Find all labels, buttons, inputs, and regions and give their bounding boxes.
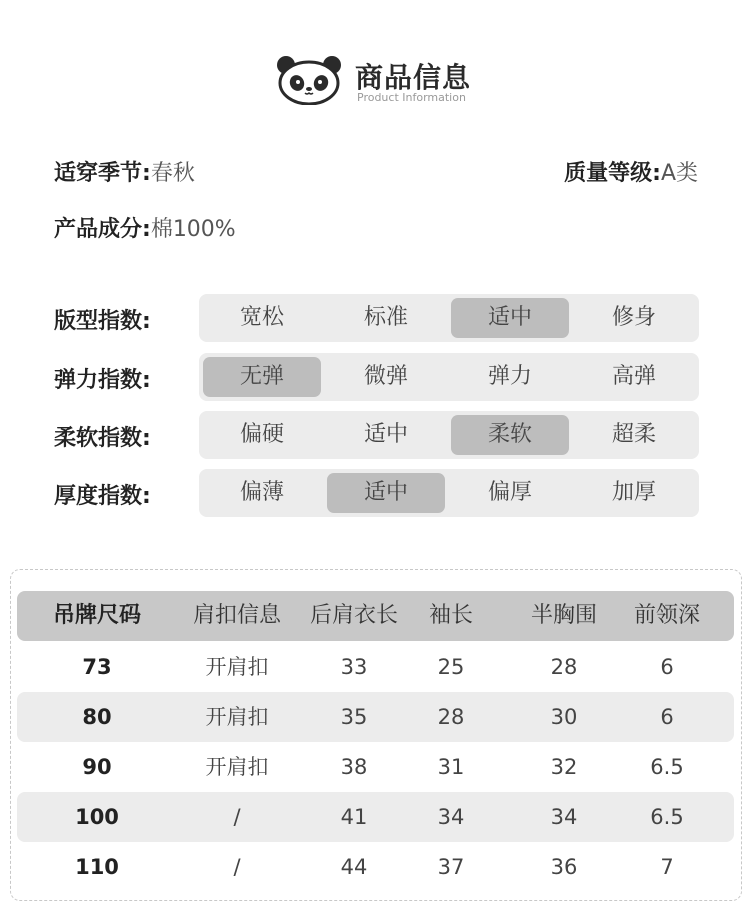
table-row bbox=[17, 792, 734, 842]
table-row bbox=[17, 642, 734, 692]
thickness-index-label: 厚度指数: bbox=[54, 484, 151, 509]
size-table-header bbox=[17, 591, 734, 641]
table-cell: / bbox=[233, 855, 241, 879]
table-cell: 7 bbox=[660, 855, 674, 879]
table-cell: 110 bbox=[75, 855, 119, 879]
table-row bbox=[17, 842, 734, 892]
table-cell: 33 bbox=[340, 655, 368, 679]
panda-icon bbox=[276, 55, 342, 105]
elasticity-option-selected: 无弹 bbox=[203, 357, 321, 397]
elasticity-index-bar bbox=[199, 353, 699, 401]
table-cell: 开肩扣 bbox=[205, 655, 269, 679]
product-info-header bbox=[0, 50, 750, 110]
table-cell: 41 bbox=[340, 805, 368, 829]
softness-index-label: 柔软指数: bbox=[54, 426, 151, 451]
table-cell: / bbox=[233, 805, 241, 829]
fit-option-selected: 适中 bbox=[451, 298, 569, 338]
table-cell: 6 bbox=[660, 655, 674, 679]
table-cell: 28 bbox=[437, 705, 465, 729]
table-row bbox=[17, 742, 734, 792]
column-header: 后肩衣长 bbox=[309, 603, 398, 628]
table-cell: 32 bbox=[550, 755, 578, 779]
table-cell: 36 bbox=[550, 855, 578, 879]
season-value: 春秋 bbox=[150, 161, 195, 186]
table-cell: 34 bbox=[437, 805, 465, 829]
size-table bbox=[10, 569, 742, 901]
page-subtitle: Product Information bbox=[357, 91, 466, 104]
table-cell: 开肩扣 bbox=[205, 755, 269, 779]
column-header: 肩扣信息 bbox=[192, 603, 281, 628]
fit-option: 修身 bbox=[611, 305, 656, 330]
fit-index-label: 版型指数: bbox=[54, 309, 151, 334]
table-row bbox=[17, 692, 734, 742]
elasticity-option: 高弹 bbox=[611, 364, 656, 389]
table-cell: 35 bbox=[340, 705, 368, 729]
thickness-index-bar bbox=[199, 469, 699, 517]
thickness-option: 偏薄 bbox=[239, 480, 284, 505]
column-header: 袖长 bbox=[428, 603, 473, 628]
table-cell: 44 bbox=[340, 855, 368, 879]
table-cell: 28 bbox=[550, 655, 578, 679]
table-cell: 90 bbox=[82, 755, 112, 779]
table-cell: 38 bbox=[340, 755, 368, 779]
material-value: 棉100% bbox=[150, 217, 236, 242]
grade-value: A类 bbox=[660, 161, 698, 186]
fit-option: 宽松 bbox=[239, 305, 284, 330]
table-cell: 31 bbox=[437, 755, 465, 779]
elasticity-index-label: 弹力指数: bbox=[54, 368, 151, 393]
softness-option: 偏硬 bbox=[239, 422, 284, 447]
table-cell: 37 bbox=[437, 855, 465, 879]
softness-index-bar bbox=[199, 411, 699, 459]
thickness-option: 加厚 bbox=[611, 480, 656, 505]
grade-label: 质量等级: bbox=[564, 161, 661, 186]
table-cell: 73 bbox=[82, 655, 112, 679]
softness-option: 适中 bbox=[363, 422, 408, 447]
table-cell: 34 bbox=[550, 805, 578, 829]
elasticity-option: 微弹 bbox=[363, 364, 408, 389]
column-header: 前领深 bbox=[633, 603, 700, 628]
elasticity-option: 弹力 bbox=[487, 364, 532, 389]
table-cell: 25 bbox=[437, 655, 465, 679]
thickness-option: 偏厚 bbox=[487, 480, 532, 505]
material-info bbox=[54, 212, 236, 243]
material-label: 产品成分: bbox=[54, 217, 151, 242]
column-header: 吊牌尺码 bbox=[52, 603, 141, 628]
table-cell: 100 bbox=[75, 805, 119, 829]
thickness-option-selected: 适中 bbox=[327, 473, 445, 513]
softness-option: 超柔 bbox=[611, 422, 656, 447]
fit-index-bar bbox=[199, 294, 699, 342]
softness-option-selected: 柔软 bbox=[451, 415, 569, 455]
column-header: 半胸围 bbox=[530, 603, 597, 628]
season-label: 适穿季节: bbox=[54, 161, 151, 186]
table-cell: 30 bbox=[550, 705, 578, 729]
table-cell: 80 bbox=[82, 705, 112, 729]
table-cell: 6.5 bbox=[650, 755, 684, 779]
page-title: 商品信息 bbox=[355, 61, 472, 94]
table-cell: 6 bbox=[660, 705, 674, 729]
table-cell: 开肩扣 bbox=[205, 705, 269, 729]
season-info bbox=[54, 156, 195, 187]
fit-option: 标准 bbox=[363, 305, 408, 330]
table-cell: 6.5 bbox=[650, 805, 684, 829]
grade-info bbox=[564, 156, 698, 187]
